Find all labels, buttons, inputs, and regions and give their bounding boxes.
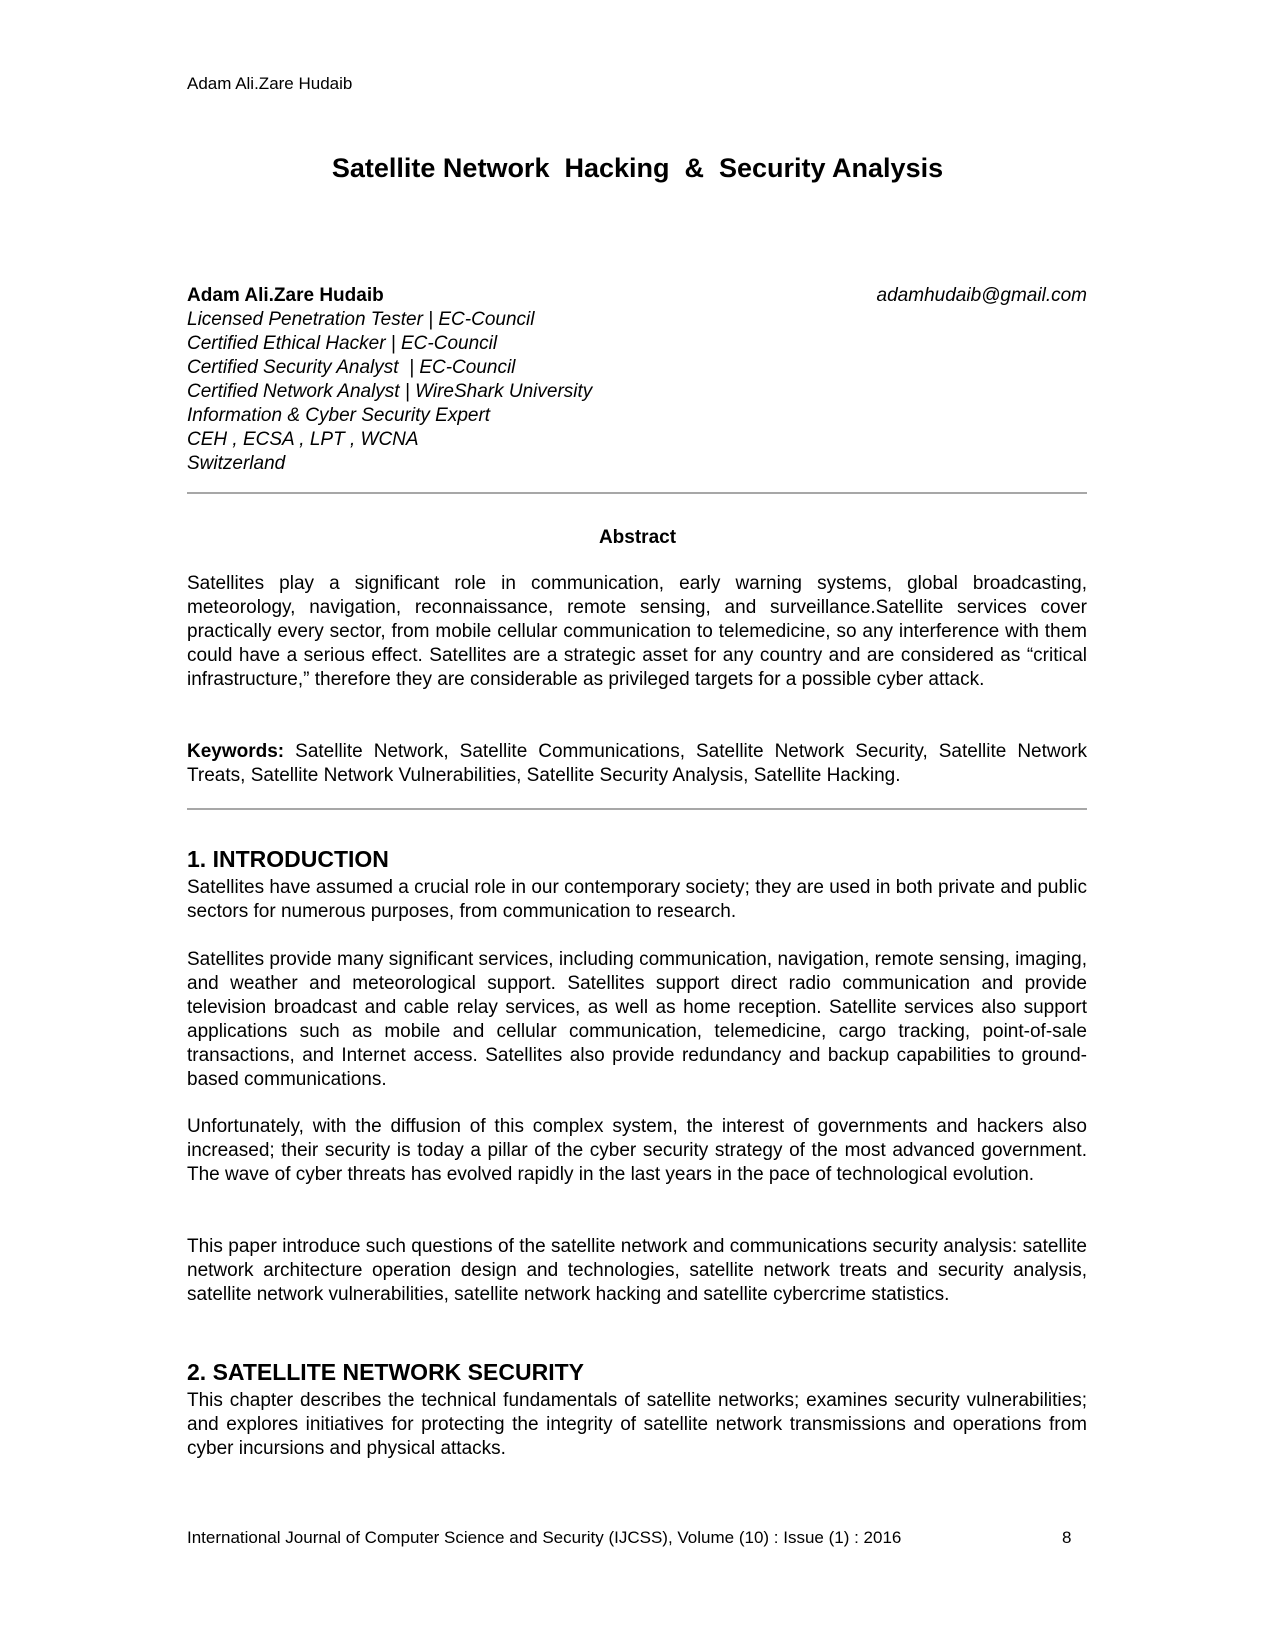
- intro-paragraph-3: Unfortunately, with the diffusion of this complex system, the interest of governments and hackers also increased; their security is today a pillar of the cyber security strategy of the most advanced government. The wave of cyber threats has evolved rapidly in the last years in the pace of technological evolution.: [187, 1116, 1087, 1185]
- intro-paragraph-1: Satellites have assumed a crucial role in our contemporary society; they are used in both private and public sectors for numerous purposes, from communication to research.: [187, 877, 1087, 922]
- paper-title: Satellite Network Hacking & Security Analysis: [331, 153, 944, 183]
- footer-journal-citation: International Journal of Computer Science and Security (IJCSS), Volume (10) : Issue (1) : 2016: [187, 1528, 902, 1547]
- author-name: Adam Ali.Zare Hudaib: [187, 285, 384, 306]
- author-location: Switzerland: [187, 453, 286, 474]
- author-credential: Licensed Penetration Tester | EC-Council: [187, 309, 535, 330]
- author-credential: Certified Network Analyst | WireShark University: [187, 381, 593, 402]
- keywords-label: Keywords:: [187, 741, 285, 762]
- author-credential: Certified Security Analyst | EC-Council: [187, 357, 516, 378]
- abstract-heading: Abstract: [598, 527, 677, 548]
- page-number: 8: [1062, 1528, 1072, 1547]
- abstract-text: Satellites play a significant role in communication, early warning systems, global broadcasting, meteorology, navigation, reconnaissance, remote sensing, and surveillance.Satellite services cover practically every sector, from mobile cellular communication to telemedicine, so any interference with them could have a serious effect. Satellites are a strategic asset for any country and are considered as “critical infrastructure,” therefore they are considerable as privileged targets for a possible cyber attack.: [187, 573, 1087, 690]
- author-email: adamhudaib@gmail.com: [876, 285, 1087, 306]
- divider-rule-bottom: [187, 808, 1087, 810]
- intro-paragraph-4: This paper introduce such questions of the satellite network and communications security analysis: satellite network architecture operation design and technologies, satellite network treats and security analysis, satellite network vulnerabilities, satellite network hacking and satellite cybercrime statistics.: [187, 1236, 1087, 1305]
- section-heading-satellite-network-security: 2. SATELLITE NETWORK SECURITY: [187, 1359, 584, 1385]
- keywords-paragraph: [187, 740, 1087, 788]
- keywords-text: Satellite Network, Satellite Communications, Satellite Network Security, Satellite Network Treats, Satellite Network Vulnerabilities, Satellite Security Analysis, Satellite Hacking.: [187, 741, 1088, 786]
- author-credential: CEH , ECSA , LPT , WCNA: [187, 429, 419, 450]
- author-block: [187, 284, 1087, 476]
- author-credential: Information & Cyber Security Expert: [187, 405, 491, 426]
- running-head-author: Adam Ali.Zare Hudaib: [187, 74, 353, 93]
- intro-paragraph-2: Satellites provide many significant services, including communication, navigation, remote sensing, imaging, and weather and meteorological support. Satellites support direct radio communication and provide television broadcast and cable relay services, as well as home reception. Satellite services also support applications such as mobile and cellular communication, telemedicine, cargo tracking, point-of-sale transactions, and Internet access. Satellites also provide redundancy and backup capabilities to ground-based communications.: [187, 949, 1087, 1090]
- divider-rule-top: [187, 492, 1087, 494]
- section-2-paragraph-1: This chapter describes the technical fundamentals of satellite networks; examines security vulnerabilities; and explores initiatives for protecting the integrity of satellite network transmissions and operations from cyber incursions and physical attacks.: [187, 1390, 1087, 1459]
- section-heading-introduction: 1. INTRODUCTION: [187, 846, 389, 872]
- author-credential: Certified Ethical Hacker | EC-Council: [187, 333, 498, 354]
